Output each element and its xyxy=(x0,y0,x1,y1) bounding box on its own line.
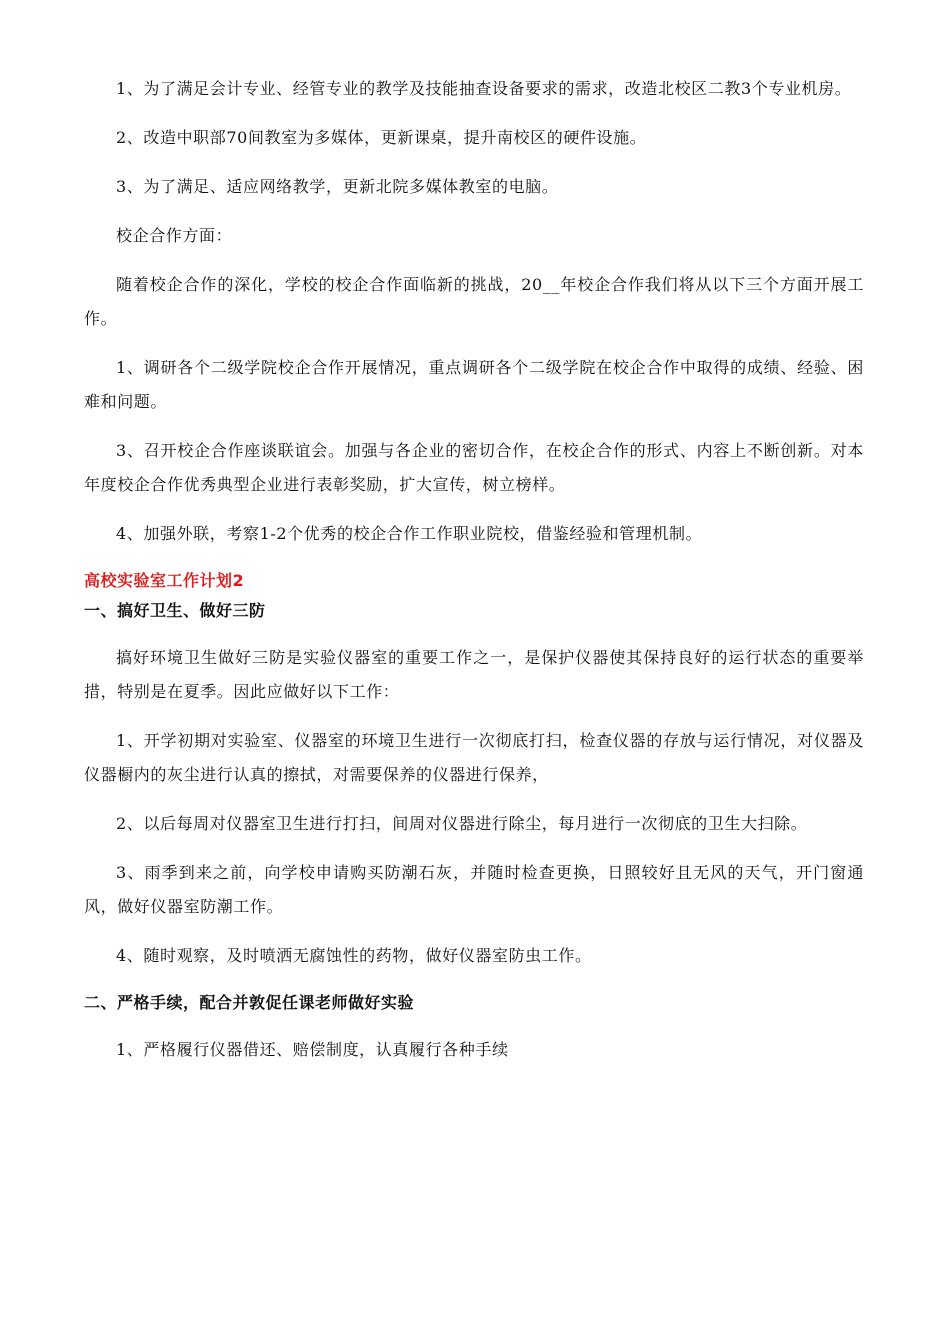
subsection-label: 校企合作方面： xyxy=(116,226,233,245)
paragraph: 1、调研各个二级学院校企合作开展情况，重点调研各个二级学院在校企合作中取得的成绩、经验、困难和问题。 xyxy=(84,358,864,411)
paragraph: 1、为了满足会计专业、经管专业的教学及技能抽查设备要求的需求，改造北校区二教3个专业机房。 xyxy=(116,79,852,98)
paragraph: 随着校企合作的深化，学校的校企合作面临新的挑战，20__年校企合作我们将从以下三个方面开展工作。 xyxy=(84,275,864,328)
document-title: 高校实验室工作计划2 xyxy=(84,571,245,590)
paragraph: 1、开学初期对实验室、仪器室的环境卫生进行一次彻底打扫，检查仪器的存放与运行情况，对仪器及仪器橱内的灰尘进行认真的擦拭，对需要保养的仪器进行保养， xyxy=(84,731,864,784)
section-heading: 一、搞好卫生、做好三防 xyxy=(84,601,266,620)
paragraph: 3、雨季到来之前，向学校申请购买防潮石灰，并随时检查更换，日照较好且无风的天气，开门窗通风，做好仪器室防潮工作。 xyxy=(84,863,864,916)
paragraph: 2、改造中职部70间教室为多媒体，更新课桌，提升南校区的硬件设施。 xyxy=(116,128,647,147)
paragraph: 4、加强外联，考察1-2个优秀的校企合作工作职业院校，借鉴经验和管理机制。 xyxy=(116,524,703,543)
paragraph: 3、为了满足、适应网络教学，更新北院多媒体教室的电脑。 xyxy=(116,177,559,196)
paragraph: 3、召开校企合作座谈联谊会。加强与各企业的密切合作，在校企合作的形式、内容上不断创新。对本年度校企合作优秀典型企业进行表彰奖励，扩大宣传，树立榜样。 xyxy=(84,441,864,494)
paragraph: 2、以后每周对仪器室卫生进行打扫，间周对仪器进行除尘，每月进行一次彻底的卫生大扫除。 xyxy=(116,814,808,833)
paragraph: 4、随时观察，及时喷洒无腐蚀性的药物，做好仪器室防虫工作。 xyxy=(116,946,592,965)
paragraph: 搞好环境卫生做好三防是实验仪器室的重要工作之一，是保护仪器使其保持良好的运行状态的重要举措，特别是在夏季。因此应做好以下工作： xyxy=(84,648,864,701)
paragraph: 1、严格履行仪器借还、赔偿制度，认真履行各种手续 xyxy=(116,1040,509,1059)
section-heading: 二、严格手续，配合并敦促任课老师做好实验 xyxy=(84,993,415,1012)
